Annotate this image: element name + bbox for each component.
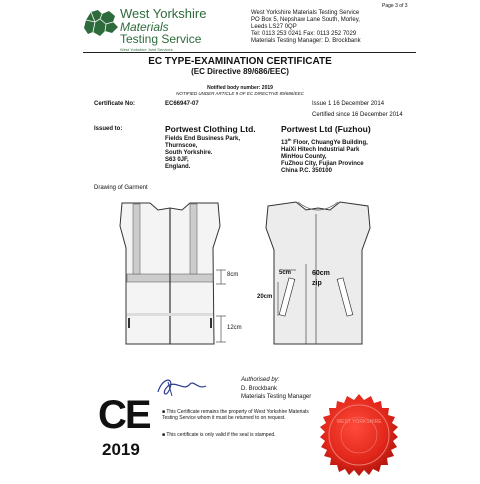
- lab-address: [251, 10, 361, 45]
- signatory-role: Materials Testing Manager: [241, 394, 312, 400]
- west-yorkshire-map-logo: [82, 6, 120, 40]
- brand-name-line2: Materials: [120, 20, 169, 34]
- address-line: FuZhou City, Fujian Province: [281, 161, 364, 167]
- vest-front-drawing: [100, 198, 240, 346]
- red-seal-stamp: [316, 393, 402, 479]
- dimension-12cm: 12cm: [227, 325, 242, 331]
- dimension-20cm: 20cm: [257, 294, 273, 300]
- address-line: China P.C. 350100: [281, 168, 332, 174]
- address-line: West Yorkshire Materials Testing Service: [251, 10, 360, 16]
- address-line: PO Box 5, Nepshaw Lane South, Morley,: [251, 17, 360, 23]
- address-line: Materials Testing Manager: D. Brockbank: [251, 38, 361, 44]
- dimension-8cm: 8cm: [227, 272, 239, 278]
- dimension-zip: zip: [312, 280, 322, 287]
- company-address-china: [281, 136, 368, 175]
- brand-name-line3: Testing Service: [120, 32, 202, 46]
- note-text: This certificate is only valid if the seal is stamped.: [166, 432, 276, 438]
- seal-text: WEST YORKSHIRE: [336, 419, 382, 425]
- header-divider: [83, 52, 416, 53]
- ce-number: 2019: [102, 440, 140, 459]
- address-line: England.: [165, 164, 191, 170]
- certificate-subtitle: (EC Directive 89/686/EEC): [191, 67, 289, 76]
- address-line-rest: Floor, ChuangYe Building,: [291, 140, 368, 146]
- notified-note: NOTIFIED UNDER ARTICLE 9 OF EC DIRECTIVE 89/686/EEC: [176, 91, 304, 96]
- certified-since: Certified since 16 December 2014: [312, 112, 403, 118]
- address-line: Leeds LS27 0QP: [251, 24, 297, 30]
- notified-body-number: Notified body number: 2019: [207, 85, 273, 91]
- address-line: Fields End Business Park,: [165, 136, 241, 142]
- certificate-title: EC TYPE-EXAMINATION CERTIFICATE: [148, 56, 332, 67]
- certificate-number-label: Certificate No:: [94, 101, 136, 107]
- address-line: Thurnscoe,: [165, 143, 198, 149]
- floor-number: 13: [281, 140, 288, 146]
- address-line: South Yorkshire.: [165, 150, 213, 156]
- address-line: HaiXi Hitech Industrial Park: [281, 147, 360, 153]
- company-name-uk: Portwest Clothing Ltd.: [165, 124, 256, 134]
- note-validity: [162, 432, 312, 438]
- note-text: This Certificate remains the property of West Yorkshire Materials Testing Service whom it must be returned to on request.: [162, 409, 309, 421]
- company-address-uk: [165, 136, 240, 171]
- bullet-icon: ■: [162, 432, 167, 438]
- address-line: [281, 136, 368, 147]
- bullet-icon: ■: [162, 409, 167, 415]
- brand-tagline: West Yorkshire Joint Services: [120, 47, 173, 52]
- authorised-by-label: Authorised by:: [241, 377, 280, 383]
- dimension-60cm: 60cm: [312, 270, 330, 277]
- issue-date: Issue 1 16 December 2014: [312, 101, 385, 107]
- ordinal-suffix: th: [287, 137, 292, 142]
- dimension-5cm: 5cm: [279, 270, 292, 276]
- address-line: S63 0JF,: [165, 157, 189, 163]
- signatory-name: D. Brockbank: [241, 386, 278, 392]
- brand-name-line1: West Yorkshire: [120, 6, 207, 21]
- page-number: Page 3 of 3: [382, 3, 408, 9]
- company-name-china: Portwest Ltd (Fuzhou): [281, 124, 371, 134]
- drawing-label: Drawing of Garment: [94, 185, 148, 191]
- address-line: Tel: 0113 253 0241 Fax: 0113 252 7029: [251, 31, 357, 37]
- address-line: MinHou County,: [281, 154, 327, 160]
- note-property: [162, 409, 312, 421]
- issued-to-label: Issued to:: [94, 126, 123, 132]
- certificate-number: EC66947-07: [165, 101, 199, 107]
- ce-mark: CE: [98, 393, 150, 437]
- signature-image: [150, 372, 220, 402]
